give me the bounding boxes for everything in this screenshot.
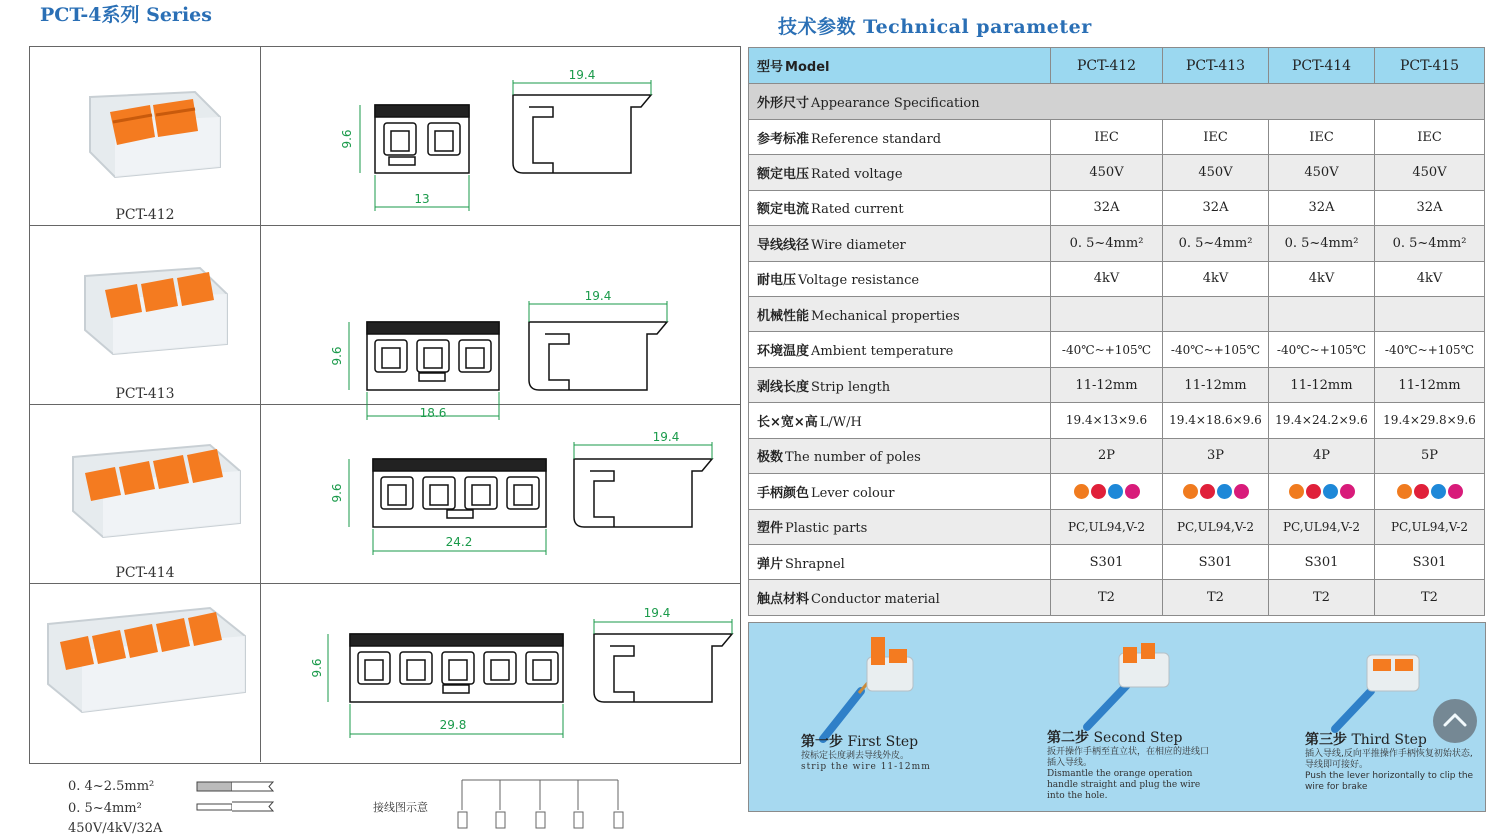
- table-cell: IEC: [1163, 119, 1269, 154]
- row-label-en: Shrapnel: [785, 556, 845, 572]
- colour-swatch: [1091, 484, 1106, 499]
- row-label-en: Strip length: [811, 379, 891, 395]
- product-row: [30, 584, 740, 762]
- table-cell: 11-12mm: [1375, 367, 1485, 402]
- table-row: [749, 332, 1485, 367]
- connector-2p-image: [55, 67, 235, 197]
- colour-swatch: [1108, 484, 1123, 499]
- row-label-cn: 触点材料: [757, 592, 810, 608]
- colour-swatch: [1306, 484, 1321, 499]
- depth-dimension: 19.4: [584, 289, 612, 303]
- height-dimension: 9.6: [330, 483, 344, 503]
- header-en: Model: [785, 60, 830, 76]
- table-row: [749, 190, 1485, 225]
- row-label-cn: 塑件: [757, 521, 784, 537]
- lever-colour-swatches: [1051, 474, 1163, 509]
- table-header-row: [749, 48, 1485, 84]
- installation-steps-panel: [748, 622, 1486, 812]
- width-dimension: 13: [414, 192, 430, 206]
- table-cell: 5P: [1375, 438, 1485, 473]
- table-cell: 4kV: [1051, 261, 1163, 296]
- row-label-cn: 参考标准: [757, 131, 810, 147]
- table-cell: 0. 5~4mm²: [1269, 226, 1375, 261]
- step-3-cn: 第三步: [1305, 732, 1347, 748]
- table-cell: 11-12mm: [1051, 367, 1163, 402]
- row-label-en: The number of poles: [785, 450, 921, 466]
- row-label-en: Rated current: [811, 202, 904, 218]
- product-photo: [30, 226, 261, 404]
- step-2-cn: 第二步: [1047, 730, 1089, 746]
- table-cell: 4kV: [1375, 261, 1485, 296]
- step-1-en: First Step: [847, 734, 919, 750]
- step-2-desc-cn: 扳开操作手柄至直立状，在相应的进线口插入导线。: [1047, 747, 1210, 768]
- table-row: [749, 226, 1485, 261]
- step-3-desc-cn: 插入导线,反向平推操作手柄恢复初始状态,导线即可接好。: [1305, 749, 1473, 770]
- product-row: [30, 405, 740, 584]
- height-dimension: 9.6: [330, 346, 344, 366]
- dimension-drawing: [261, 47, 740, 225]
- row-label-cn: 耐电压: [757, 273, 797, 289]
- step1-illustration: [815, 635, 925, 745]
- row-label-cn: 剥线长度: [757, 379, 810, 395]
- colour-swatch: [1074, 484, 1089, 499]
- row-label: [749, 261, 1051, 296]
- step-1-desc-en: strip the wire 11-12mm: [801, 762, 931, 772]
- table-cell: 32A: [1163, 190, 1269, 225]
- product-label: PCT-412: [115, 207, 175, 223]
- table-cell: IEC: [1051, 119, 1163, 154]
- colour-swatch: [1234, 484, 1249, 499]
- section-en: Appearance Specification: [811, 96, 980, 112]
- lever-colour-swatches: [1375, 474, 1485, 509]
- row-label: [749, 367, 1051, 402]
- colour-swatch: [1431, 484, 1446, 499]
- table-row: [749, 367, 1485, 402]
- depth-dimension: 19.4: [568, 68, 596, 82]
- colour-swatch: [1183, 484, 1198, 499]
- dimension-drawing: [261, 584, 740, 762]
- table-cell: -40℃~+105℃: [1269, 332, 1375, 367]
- table-cell: 3P: [1163, 438, 1269, 473]
- product-row: [30, 47, 740, 226]
- table-cell: 4P: [1269, 438, 1375, 473]
- colour-swatch: [1200, 484, 1215, 499]
- table-cell: IEC: [1375, 119, 1485, 154]
- table-cell: S301: [1051, 544, 1163, 579]
- colour-swatch: [1448, 484, 1463, 499]
- table-row: [749, 261, 1485, 296]
- table-row: [749, 403, 1485, 438]
- table-cell: -40℃~+105℃: [1163, 332, 1269, 367]
- step-2-en: Second Step: [1093, 730, 1183, 746]
- colour-swatch: [1217, 484, 1232, 499]
- table-cell: 19.4×29.8×9.6: [1375, 403, 1485, 438]
- product-label: PCT-414: [115, 565, 175, 581]
- row-label: [749, 226, 1051, 261]
- row-label-cn: 手柄颜色: [757, 485, 810, 501]
- table-cell: 19.4×13×9.6: [1051, 403, 1163, 438]
- depth-dimension: 19.4: [652, 430, 680, 444]
- row-label: [749, 509, 1051, 544]
- table-cell: -40℃~+105℃: [1051, 332, 1163, 367]
- colour-swatch: [1289, 484, 1304, 499]
- table-cell: PC,UL94,V-2: [1163, 509, 1269, 544]
- row-label-cn: 弹片: [757, 556, 784, 572]
- row-label-en: L/W/H: [819, 414, 862, 430]
- table-cell: 0. 5~4mm²: [1163, 226, 1269, 261]
- product-row: [30, 226, 740, 420]
- row-label-en: Plastic parts: [785, 521, 868, 537]
- row-label-en: Rated voltage: [811, 166, 903, 182]
- colour-swatch: [1340, 484, 1355, 499]
- row-label: [749, 119, 1051, 154]
- row-label-cn: 环境温度: [757, 344, 810, 360]
- header-model-cell: PCT-413: [1163, 48, 1269, 84]
- height-dimension: 9.6: [310, 658, 324, 678]
- table-row: [749, 119, 1485, 154]
- colour-swatch: [1125, 484, 1140, 499]
- scroll-to-top-button[interactable]: [1433, 699, 1477, 743]
- table-row: [749, 296, 1485, 331]
- row-label: [749, 438, 1051, 473]
- table-cell: 32A: [1051, 190, 1163, 225]
- header-cn: 型号: [757, 60, 784, 76]
- wiring-diagram-label: 接线图示意: [373, 801, 428, 814]
- table-cell: 4kV: [1269, 261, 1375, 296]
- depth-dimension: 19.4: [643, 606, 671, 620]
- row-label: [749, 155, 1051, 190]
- header-model-cell: PCT-414: [1269, 48, 1375, 84]
- width-dimension: 24.2: [445, 535, 473, 549]
- table-cell: 4kV: [1163, 261, 1269, 296]
- table-cell: 450V: [1163, 155, 1269, 190]
- width-dimension: 29.8: [439, 718, 467, 732]
- product-photo: [30, 584, 261, 762]
- step-2: [1047, 727, 1217, 802]
- product-label: PCT-413: [115, 386, 175, 402]
- series-title: PCT-4系列 Series: [40, 4, 212, 26]
- row-label: [749, 403, 1051, 438]
- table-cell: [1375, 296, 1485, 331]
- section-label-cell: [749, 84, 1485, 119]
- table-section-row: [749, 84, 1485, 119]
- row-label: [749, 580, 1051, 616]
- row-label: [749, 332, 1051, 367]
- table-cell: IEC: [1269, 119, 1375, 154]
- lever-colour-swatches: [1163, 474, 1269, 509]
- row-label-cn: 额定电流: [757, 202, 810, 218]
- row-label-cn: 机械性能: [757, 308, 810, 324]
- table-row: [749, 580, 1485, 616]
- wire-range-small: 0. 4~2.5mm²: [68, 779, 155, 794]
- table-row: [749, 544, 1485, 579]
- table-cell: PC,UL94,V-2: [1269, 509, 1375, 544]
- section-cn: 外形尺寸: [757, 96, 810, 112]
- spec-table: [748, 47, 1485, 616]
- table-cell: T2: [1269, 580, 1375, 616]
- lever-colour-swatches: [1269, 474, 1375, 509]
- rating-text: 450V/4kV/32A: [68, 821, 163, 836]
- header-label-cell: [749, 48, 1051, 84]
- row-label: [749, 190, 1051, 225]
- colour-swatch: [1414, 484, 1429, 499]
- step-2-title: [1047, 727, 1217, 747]
- step-3-desc-en: Push the lever horizontally to clip the wire for brake: [1305, 771, 1474, 792]
- row-label-en: Reference standard: [811, 131, 942, 147]
- table-cell: PC,UL94,V-2: [1051, 509, 1163, 544]
- colour-swatch: [1323, 484, 1338, 499]
- row-label: [749, 544, 1051, 579]
- table-cell: 19.4×24.2×9.6: [1269, 403, 1375, 438]
- table-cell: 11-12mm: [1163, 367, 1269, 402]
- row-label-en: Conductor material: [811, 592, 940, 608]
- wire-strip-icon: [195, 778, 280, 818]
- table-cell: 450V: [1269, 155, 1375, 190]
- width-dimension: 18.6: [419, 406, 447, 420]
- wiring-diagram: [450, 775, 630, 837]
- table-cell: 0. 5~4mm²: [1051, 226, 1163, 261]
- table-cell: 11-12mm: [1269, 367, 1375, 402]
- row-label: [749, 296, 1051, 331]
- step-3-en: Third Step: [1351, 732, 1427, 748]
- row-label-cn: 额定电压: [757, 166, 810, 182]
- row-label-en: Lever colour: [811, 485, 895, 501]
- table-cell: 19.4×18.6×9.6: [1163, 403, 1269, 438]
- row-label-en: Voltage resistance: [798, 273, 920, 289]
- step-1-title: [801, 731, 1001, 751]
- height-dimension: 9.6: [340, 129, 354, 149]
- table-cell: 450V: [1051, 155, 1163, 190]
- connector-3p-image: [55, 246, 235, 376]
- table-row: [749, 438, 1485, 473]
- table-cell: S301: [1375, 544, 1485, 579]
- chevron-up-icon: [1433, 699, 1477, 743]
- header-model-cell: PCT-415: [1375, 48, 1485, 84]
- table-cell: [1163, 296, 1269, 331]
- colour-swatch: [1397, 484, 1412, 499]
- row-label-en: Ambient temperature: [811, 344, 954, 360]
- row-label-cn: 长×宽×高: [757, 414, 818, 430]
- table-cell: 32A: [1375, 190, 1485, 225]
- table-cell: -40℃~+105℃: [1375, 332, 1485, 367]
- connector-4p-image: [55, 425, 245, 555]
- product-photo: [30, 405, 261, 583]
- table-cell: 2P: [1051, 438, 1163, 473]
- dimension-drawing: [261, 226, 740, 420]
- row-label-en: Mechanical properties: [811, 308, 960, 324]
- table-row: [749, 474, 1485, 509]
- table-cell: 32A: [1269, 190, 1375, 225]
- step-1-cn: 第一步: [801, 734, 843, 750]
- table-cell: T2: [1375, 580, 1485, 616]
- table-cell: S301: [1163, 544, 1269, 579]
- row-label-en: Wire diameter: [811, 237, 906, 253]
- table-cell: T2: [1163, 580, 1269, 616]
- table-row: [749, 155, 1485, 190]
- table-cell: T2: [1051, 580, 1163, 616]
- step-1: [801, 731, 1001, 773]
- table-cell: [1051, 296, 1163, 331]
- spec-title: 技术参数 Technical parameter: [778, 16, 1092, 38]
- row-label-cn: 导线线径: [757, 237, 810, 253]
- row-label: [749, 474, 1051, 509]
- product-grid: [29, 46, 741, 764]
- step-2-desc-en: Dismantle the orange operation handle straight and plug the wire into the hole.: [1047, 769, 1201, 801]
- table-row: [749, 509, 1485, 544]
- table-cell: S301: [1269, 544, 1375, 579]
- step3-illustration: [1321, 637, 1431, 737]
- connector-5p-image: [40, 594, 240, 734]
- dimension-drawing: [261, 405, 740, 583]
- row-label-cn: 极数: [757, 450, 784, 466]
- table-cell: 450V: [1375, 155, 1485, 190]
- step-1-desc-cn: 按标定长度剥去导线外皮。: [801, 751, 910, 761]
- step2-illustration: [1069, 633, 1179, 733]
- wire-range-large: 0. 5~4mm²: [68, 801, 142, 816]
- table-cell: [1269, 296, 1375, 331]
- table-cell: PC,UL94,V-2: [1375, 509, 1485, 544]
- header-model-cell: PCT-412: [1051, 48, 1163, 84]
- product-photo: [30, 47, 261, 225]
- table-cell: 0. 5~4mm²: [1375, 226, 1485, 261]
